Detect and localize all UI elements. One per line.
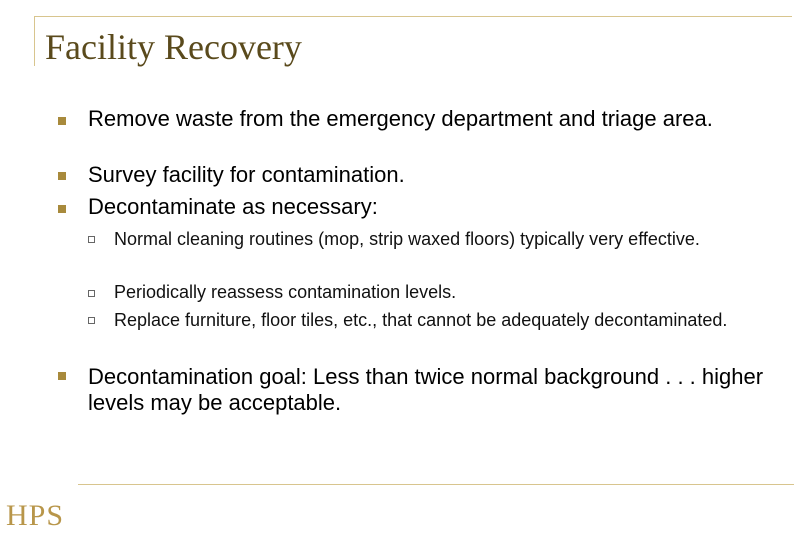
bullet-2: Survey facility for contamination. [88, 162, 405, 187]
square-bullet-icon [58, 372, 66, 380]
hollow-square-bullet-icon [88, 290, 95, 297]
bullet-4: Decontamination goal: Less than twice normal background . . . higher levels may be acceptable. [88, 364, 764, 415]
sub-bullet-2: Periodically reassess contamination levels. [114, 282, 457, 302]
square-bullet-icon [58, 117, 66, 125]
hollow-square-bullet-icon [88, 236, 95, 243]
square-bullet-icon [58, 172, 66, 180]
hollow-square-bullet-icon [88, 317, 95, 324]
sub-bullet-3: Replace furniture, floor tiles, etc., that cannot be adequately decontaminated. [114, 310, 728, 330]
square-bullet-icon [58, 205, 66, 213]
hps-logo: HPS [6, 499, 65, 532]
left-rule [34, 16, 35, 66]
bottom-rule [78, 484, 794, 485]
sub-bullet-1: Normal cleaning routines (mop, strip waxed floors) typically very effective. [114, 229, 700, 249]
bullet-3: Decontaminate as necessary: [88, 194, 378, 219]
top-rule [34, 16, 792, 17]
bullet-1: Remove waste from the emergency department and triage area. [88, 106, 713, 131]
slide-title: Facility Recovery [45, 27, 302, 67]
